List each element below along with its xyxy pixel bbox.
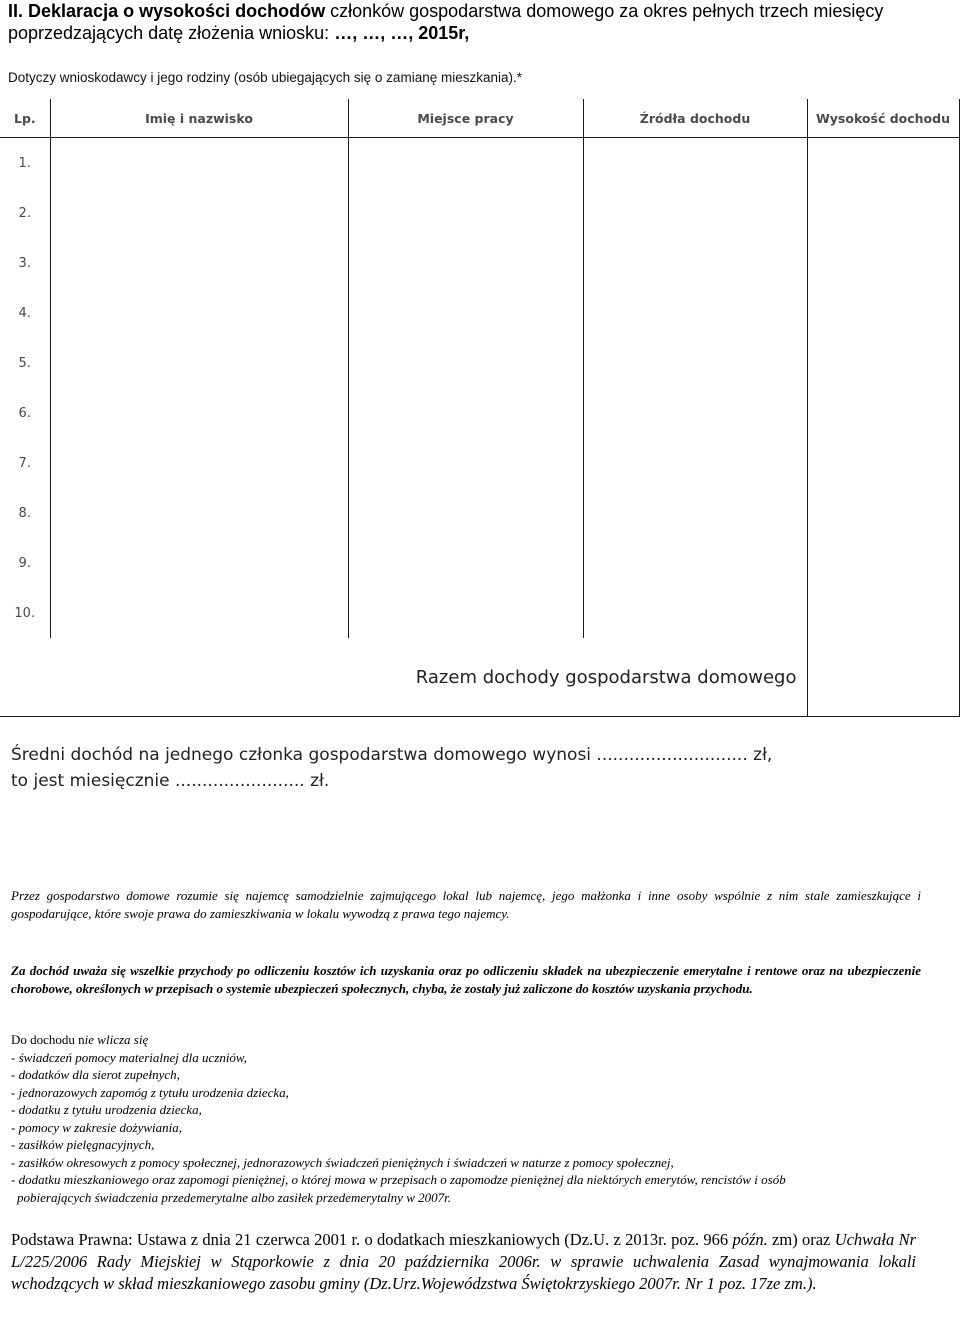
cell-income-amount[interactable] [807,538,959,588]
cell-workplace[interactable] [348,488,583,538]
section-title-bold: II. Deklaracja o wysokości dochodów [8,1,326,21]
cell-income-source[interactable] [583,238,807,288]
table-row [0,188,959,238]
table-row [0,488,959,538]
income-definition-note: Za dochód uważa się wszelkie przychody po odliczeniu kosztów ich uzyskania oraz po odliczeniu składek na ubezpieczenie emerytalne i rentowe oraz na ubezpieczenie chorobowe, określonych w przepisach o systemie ubezpieczeń społecznych, chyba, że zostały już zaliczone do kosztów uzyskania przychodu. [11,963,921,996]
cell-income-source[interactable] [583,338,807,388]
cell-workplace[interactable] [348,288,583,338]
total-income-cell[interactable] [807,638,959,717]
cell-income-amount[interactable] [807,238,959,288]
cell-income-amount[interactable] [807,338,959,388]
header-income-amount: Wysokość dochodu [807,99,959,138]
table-row [0,138,959,189]
table-row [0,288,959,338]
total-label: Razem dochody gospodarstwa domowego [50,638,807,717]
list-item-continuation: pobierających świadczenia przedemerytalne albo zasiłek przedemerytalny w 2007r. [17,1189,451,1205]
household-definition-note: Przez gospodarstwo domowe rozumie się najemcę samodzielnie zajmującego lokal lub najemcę, jego małżonka i inne osoby wspólnie z nim stale zamieszkujące i gospodarujące, które swoje prawa do zamieszkiwania w lokalu wywodzą z prawa tego najemcy. [11,888,921,921]
row-number: 10. [14,605,36,621]
cell-name[interactable] [50,588,348,638]
income-exclusions-list [11,1031,921,1206]
cell-workplace[interactable] [348,238,583,288]
cell-name[interactable] [50,338,348,388]
list-item: - zasiłków okresowych z pomocy społecznej, jednorazowych świadczeń pieniężnych i świadczeń w naturze z pomocy społecznej, [11,1154,674,1170]
table-header-row [0,99,959,138]
cell-name[interactable] [50,538,348,588]
cell-workplace[interactable] [348,588,583,638]
cell-workplace[interactable] [348,138,583,189]
row-number: 6. [18,405,31,421]
cell-income-amount[interactable] [807,488,959,538]
cell-income-amount[interactable] [807,588,959,638]
legal-basis: Podstawa Prawna: Ustawa z dnia 21 czerwca 2001 r. o dodatkach mieszkaniowych (Dz.U. z 2013r. poz. 966 późn. zm) oraz Uchwała Nr L/225/2006 Rady Miejskiej w Stąporkowie z dnia 20 października 2006r. w sprawie uchwalenia Zasad wynajmowania lokali wchodzących w skład mieszkaniowego zasobu gminy (Dz.Urz.Wojewódzstwa Świętokrzyskiego 2007r. Nr 1 poz. 17ze zm.). [11,1230,916,1293]
cell-workplace[interactable] [348,188,583,238]
header-income-source: Źródła dochodu [583,99,807,138]
row-number: 7. [18,455,31,471]
list-item: - pomocy w zakresie dożywiania, [11,1119,183,1135]
table-row [0,438,959,488]
row-number: 9. [18,555,31,571]
list-item: - zasiłków pielęgnacyjnych, [11,1137,155,1152]
monthly-income-line: to jest miesięcznie ........................ zł. [11,771,330,791]
cell-income-amount[interactable] [807,388,959,438]
cell-income-amount[interactable] [807,138,959,189]
row-number: 5. [18,355,31,371]
section-title [8,0,948,44]
cell-name[interactable] [50,388,348,438]
table-total-row [0,638,959,717]
row-number: 3. [18,255,31,271]
cell-name[interactable] [50,138,348,189]
header-name: Imię i nazwisko [50,99,348,138]
cell-income-source[interactable] [583,438,807,488]
table-row [0,538,959,588]
cell-income-source[interactable] [583,288,807,338]
cell-income-amount[interactable] [807,288,959,338]
household-members-table [0,99,960,717]
list-item: - dodatku z tytułu urodzenia dziecka, [11,1102,202,1117]
cell-income-amount[interactable] [807,188,959,238]
row-number: 1. [18,155,31,171]
average-income-statement [11,742,946,794]
list-item: - dodatków dla sierot zupełnych, [11,1067,180,1082]
header-lp: Lp. [0,99,50,138]
table-row [0,338,959,388]
cell-workplace[interactable] [348,338,583,388]
cell-income-amount[interactable] [807,438,959,488]
list-item: - świadczeń pomocy materialnej dla uczniów, [11,1049,247,1065]
row-number: 8. [18,505,31,521]
cell-workplace[interactable] [348,438,583,488]
list-item: - jednorazowych zapomóg z tytułu urodzenia dziecka, [11,1084,289,1100]
cell-income-source[interactable] [583,138,807,189]
cell-income-source[interactable] [583,538,807,588]
cell-name[interactable] [50,288,348,338]
row-number: 2. [18,205,31,221]
cell-income-source[interactable] [583,488,807,538]
list-item: - dodatku mieszkaniowego oraz zapomogi pieniężnej, o której mowa w przepisach o zapomodze pieniężnej dla niektórych emerytów, rencistów i osób [11,1172,786,1187]
average-income-line: Średni dochód na jednego członka gospodarstwa domowego wynosi ............................ zł, [11,745,773,765]
row-number: 4. [18,305,31,321]
cell-name[interactable] [50,488,348,538]
cell-income-source[interactable] [583,388,807,438]
total-spacer [0,638,50,717]
cell-workplace[interactable] [348,538,583,588]
table-row [0,588,959,638]
table-row [0,388,959,438]
header-workplace: Miejsce pracy [348,99,583,138]
cell-workplace[interactable] [348,388,583,438]
section-title-text: członków gospodarstwa domowego za okres pełnych trzech miesięcy poprzedzających datę złożenia wniosku: [8,1,884,43]
cell-name[interactable] [50,188,348,238]
section-subtitle: Dotyczy wnioskodawcy i jego rodziny (osób ubiegających się o zamianę mieszkania).* [8,70,522,85]
cell-name[interactable] [50,438,348,488]
table-row [0,238,959,288]
cell-income-source[interactable] [583,588,807,638]
cell-name[interactable] [50,238,348,288]
section-title-dates: …, …, …, 2015r, [329,23,470,43]
exclusions-intro: Do dochodu nie wlicza się [11,1032,149,1047]
cell-income-source[interactable] [583,188,807,238]
